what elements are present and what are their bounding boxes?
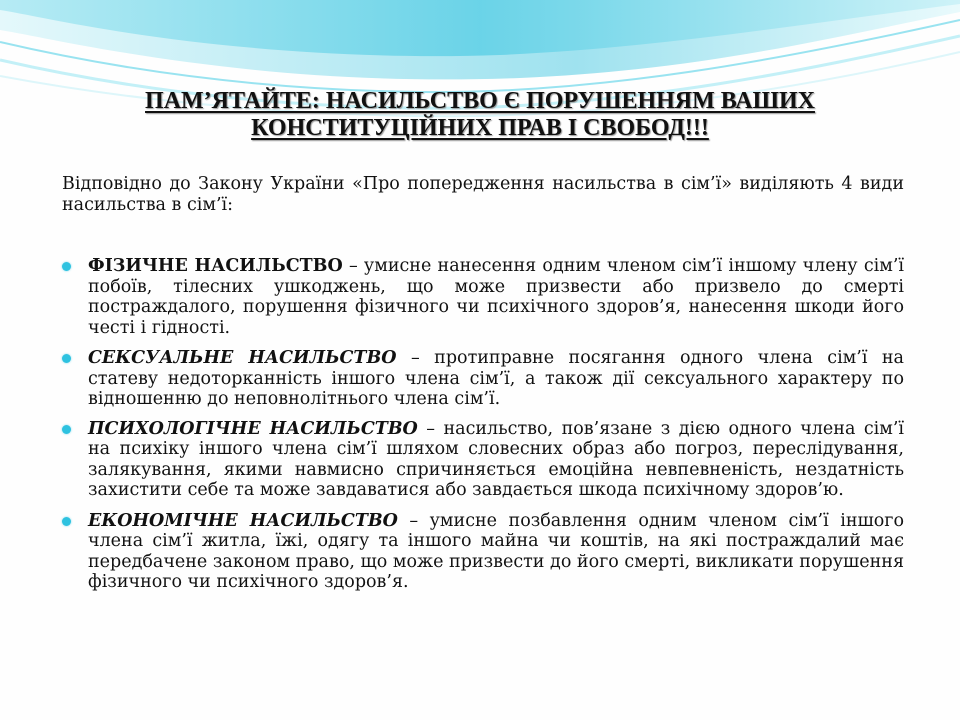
list-item-physical [62, 256, 904, 338]
bullet-icon [62, 517, 71, 526]
bullet-icon [62, 425, 71, 434]
term-sexual: СЕКСУАЛЬНЕ НАСИЛЬСТВО [88, 348, 397, 368]
slide-title [60, 88, 900, 142]
definition-psychological: – насильство, пов’язане з дією одного члена сім’ї на психіку іншого члена сім’ї шляхом словесних образ або погроз, переслідування, залякування, якими навмисно спричиняється емоційна невпевненість, нездатність захистити себе та може завдаватися або завдається шкода психічному здоров’ю. [88, 418, 905, 500]
bullet-icon [62, 262, 71, 271]
term-physical: ФІЗИЧНЕ НАСИЛЬСТВО [88, 256, 343, 276]
violence-types-list [62, 256, 904, 603]
bullet-icon [62, 354, 71, 363]
term-economic: ЕКОНОМІЧНЕ НАСИЛЬСТВО [88, 510, 398, 531]
list-item-sexual [62, 348, 904, 410]
definition-sexual: – протиправне посягання одного члена сім’ї на статеву недоторканність іншого члена сім’ї, а також дії сексуального характеру по відношенню до неповнолітнього члена сім’ї. [88, 348, 904, 409]
term-psychological: ПСИХОЛОГІЧНЕ НАСИЛЬСТВО [88, 418, 418, 439]
list-item-economic [62, 511, 904, 593]
list-item-psychological [62, 419, 904, 501]
slide-title-line-1: ПАМ’ЯТАЙТЕ: НАСИЛЬСТВО Є ПОРУШЕННЯМ ВАШИХ [145, 88, 815, 114]
slide-title-line-2: КОНСТИТУЦІЙНИХ ПРАВ І СВОБОД!!! [251, 115, 709, 141]
definition-physical: – умисне нанесення одним членом сім’ї іншому члену сім’ї побоїв, тілесних ушкоджень, що може призвести або призвело до смерті постраждалого, порушення фізичного чи психічного здоров’я, нанесення шкоди його честі і гідності. [88, 256, 904, 338]
intro-paragraph: Відповідно до Закону України «Про попередження насильства в сім’ї» виділяють 4 види насильства в сім’ї: [62, 174, 904, 215]
definition-economic: – умисне позбавлення одним членом сім’ї іншого члена сім’ї житла, їжі, одягу та іншого майна чи коштів, на які постраждалий має передбачене законом право, що може призвести до його смерті, викликати порушення фізичного чи психічного здоров’я. [88, 510, 904, 592]
